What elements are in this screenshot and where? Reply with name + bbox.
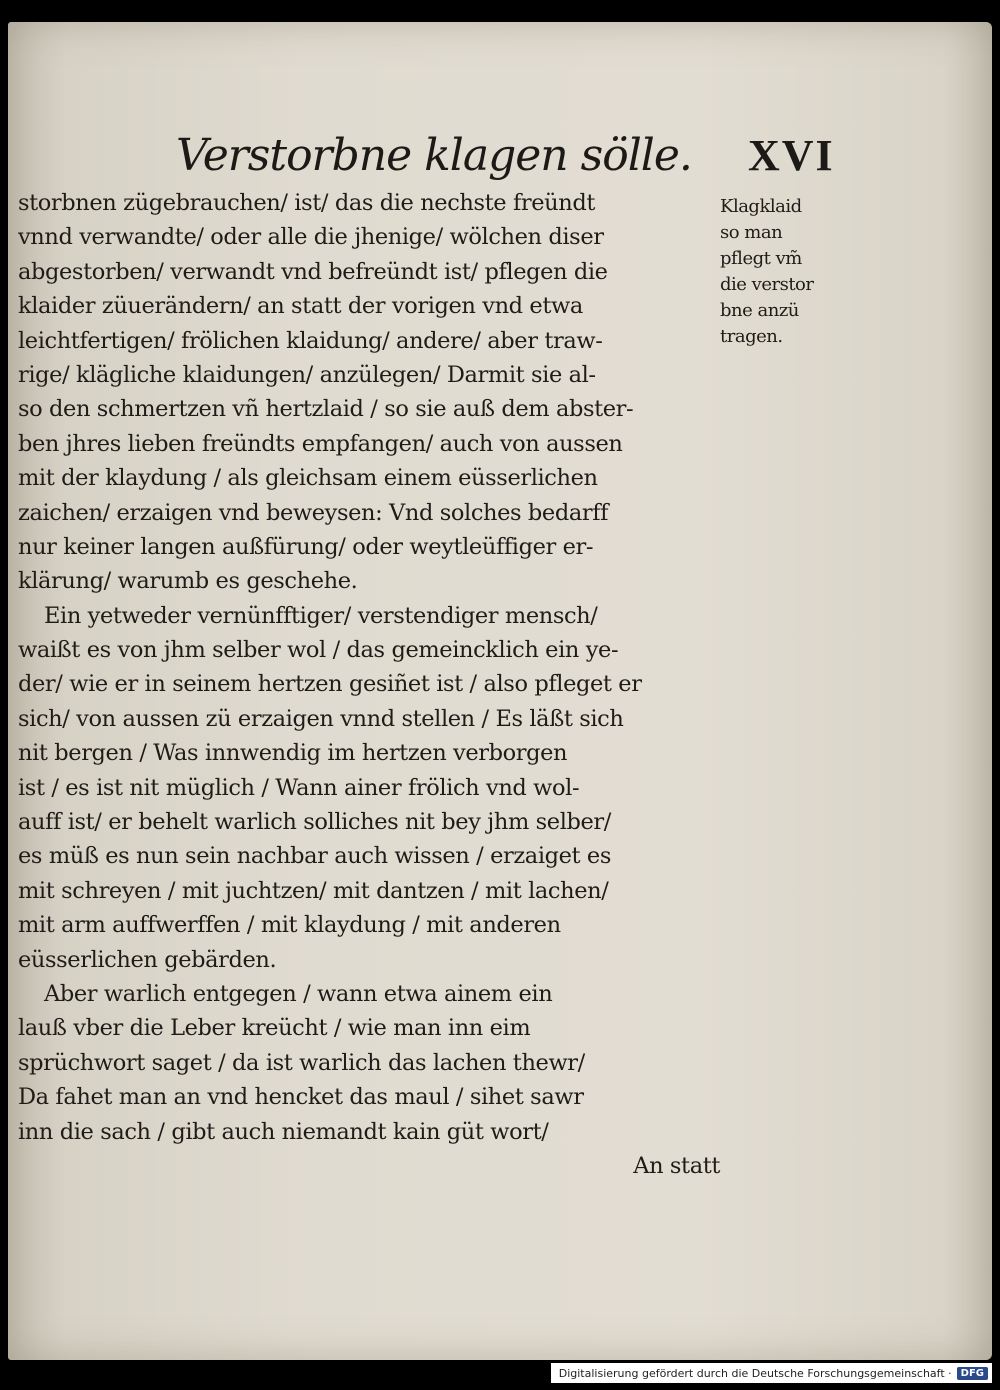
text-line: sich/ von aussen zü erzaigen vnnd stellen / Es läßt sich	[18, 705, 624, 732]
text-line: es müß es nun sein nachbar auch wissen / erzaiget es	[18, 843, 611, 870]
funding-credit: Digitalisierung gefördert durch die Deutsche Forschungsgemeinschaft ·	[558, 1366, 952, 1380]
text-line: sprüchwort saget / da ist warlich das lachen thewr/	[18, 1049, 585, 1076]
text-line: rige/ klägliche klaidungen/ anzülegen/ Darmit sie al-	[18, 361, 596, 388]
text-line: zaichen/ erzaigen vnd beweysen: Vnd solches bedarff	[18, 499, 609, 526]
text-line: nur keiner langen außfürung/ oder weytleüffiger er-	[18, 533, 594, 560]
text-line: waißt es von jhm selber wol / das gemeincklich ein ye-	[18, 637, 619, 664]
marginal-line: Klagklaid	[720, 196, 802, 217]
text-line: ben jhres lieben freündts empfangen/ auch von aussen	[18, 430, 623, 457]
text-line: storbnen zügebrauchen/ ist/ das die nechste freündt	[18, 190, 595, 216]
marginal-line: tragen.	[720, 326, 783, 347]
marginal-line: so man	[720, 222, 783, 243]
text-line: eüsserlichen gebärden.	[18, 946, 277, 973]
book-page	[8, 22, 992, 1360]
dfg-logo: DFG	[957, 1367, 988, 1380]
folio-number: XVI	[748, 131, 835, 180]
text-line: leichtfertigen/ frölichen klaidung/ andere/ aber traw-	[18, 327, 603, 354]
body-text	[18, 186, 728, 1183]
text-line: auff ist/ er behelt warlich solliches nit bey jhm selber/	[18, 809, 611, 836]
text-line: abgestorben/ verwandt vnd befreündt ist/ pflegen die	[18, 258, 608, 285]
marginal-line: pflegt vm̃	[720, 248, 802, 269]
text-line: Ein yetweder vernünfftiger/ verstendiger mensch/	[44, 602, 598, 629]
marginal-note	[720, 194, 850, 350]
funding-footer	[551, 1363, 992, 1383]
text-line: inn die sach / gibt auch niemandt kain güt wort/	[18, 1118, 549, 1145]
text-line: klaider züuerändern/ an statt der vorigen vnd etwa	[18, 293, 583, 320]
text-line: ist / es ist nit müglich / Wann ainer frölich vnd wol-	[18, 774, 580, 801]
text-line: Aber warlich entgegen / wann etwa ainem ein	[44, 980, 553, 1007]
running-title: Verstorbne klagen sölle.	[176, 130, 692, 181]
text-line: mit der klaydung / als gleichsam einem eüsserlichen	[18, 465, 598, 492]
marginal-line: bne anzü	[720, 300, 799, 321]
text-line: lauß vber die Leber kreücht / wie man inn eim	[18, 1015, 531, 1042]
text-line: klärung/ warumb es geschehe.	[18, 568, 358, 595]
text-line: der/ wie er in seinem hertzen gesiñet ist / also pfleget er	[18, 671, 642, 698]
text-line: nit bergen / Was innwendig im hertzen verborgen	[18, 740, 568, 767]
text-line: mit arm auffwerffen / mit klaydung / mit anderen	[18, 912, 561, 939]
text-line: Da fahet man an vnd hencket das maul / sihet sawr	[18, 1084, 584, 1111]
text-line: vnnd verwandte/ oder alle die jhenige/ wölchen diser	[18, 224, 604, 251]
marginal-line: die verstor	[720, 274, 814, 295]
catchword: An statt	[633, 1152, 720, 1179]
text-line: mit schreyen / mit juchtzen/ mit dantzen / mit lachen/	[18, 877, 609, 904]
text-line: so den schmertzen vñ hertzlaid / so sie auß dem abster-	[18, 396, 634, 423]
